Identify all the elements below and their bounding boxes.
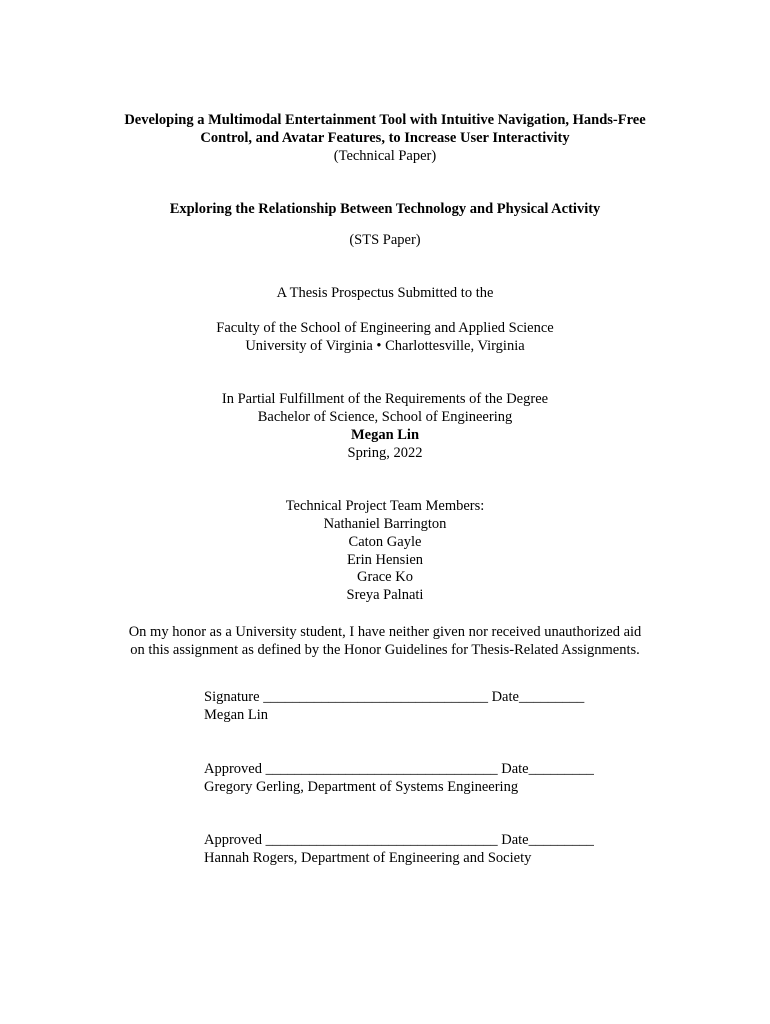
university-line: University of Virginia • Charlottesville, Virginia	[245, 338, 525, 354]
technical-title-line-2: Control, and Avatar Features, to Increase User Interactivity	[200, 130, 570, 146]
team-member: Caton Gayle	[348, 534, 422, 550]
author-name: Megan Lin	[350, 427, 420, 443]
approval-line: Approved ________________________________ Date_________	[204, 761, 594, 777]
signature-line: Signature _______________________________ Date_________	[204, 689, 585, 705]
team-heading: Technical Project Team Members:	[285, 498, 485, 514]
sts-title: Exploring the Relationship Between Technology and Physical Activity	[169, 201, 601, 217]
signer-name: Megan Lin	[204, 707, 269, 723]
team-member: Sreya Palnati	[346, 587, 424, 603]
honor-pledge-line-1: On my honor as a University student, I have neither given nor received unauthorized aid	[128, 624, 642, 640]
degree-line: Bachelor of Science, School of Engineering	[257, 409, 513, 425]
submission-line: A Thesis Prospectus Submitted to the	[276, 285, 494, 301]
team-member: Erin Hensien	[346, 552, 424, 568]
faculty-line: Faculty of the School of Engineering and Applied Science	[216, 320, 554, 336]
technical-title-line-1: Developing a Multimodal Entertainment Tool with Intuitive Navigation, Hands-Free	[124, 112, 646, 128]
approval-line: Approved ________________________________ Date_________	[204, 832, 594, 848]
sts-paper-label: (STS Paper)	[349, 232, 421, 248]
approver-name: Gregory Gerling, Department of Systems Engineering	[204, 779, 519, 795]
team-member: Nathaniel Barrington	[323, 516, 447, 532]
honor-pledge-line-2: on this assignment as defined by the Honor Guidelines for Thesis-Related Assignments.	[130, 642, 640, 658]
approver-name: Hannah Rogers, Department of Engineering and Society	[204, 850, 532, 866]
fulfillment-line: In Partial Fulfillment of the Requirements of the Degree	[221, 391, 549, 407]
term-line: Spring, 2022	[347, 445, 423, 461]
team-member: Grace Ko	[357, 569, 413, 585]
technical-paper-label: (Technical Paper)	[333, 148, 437, 164]
